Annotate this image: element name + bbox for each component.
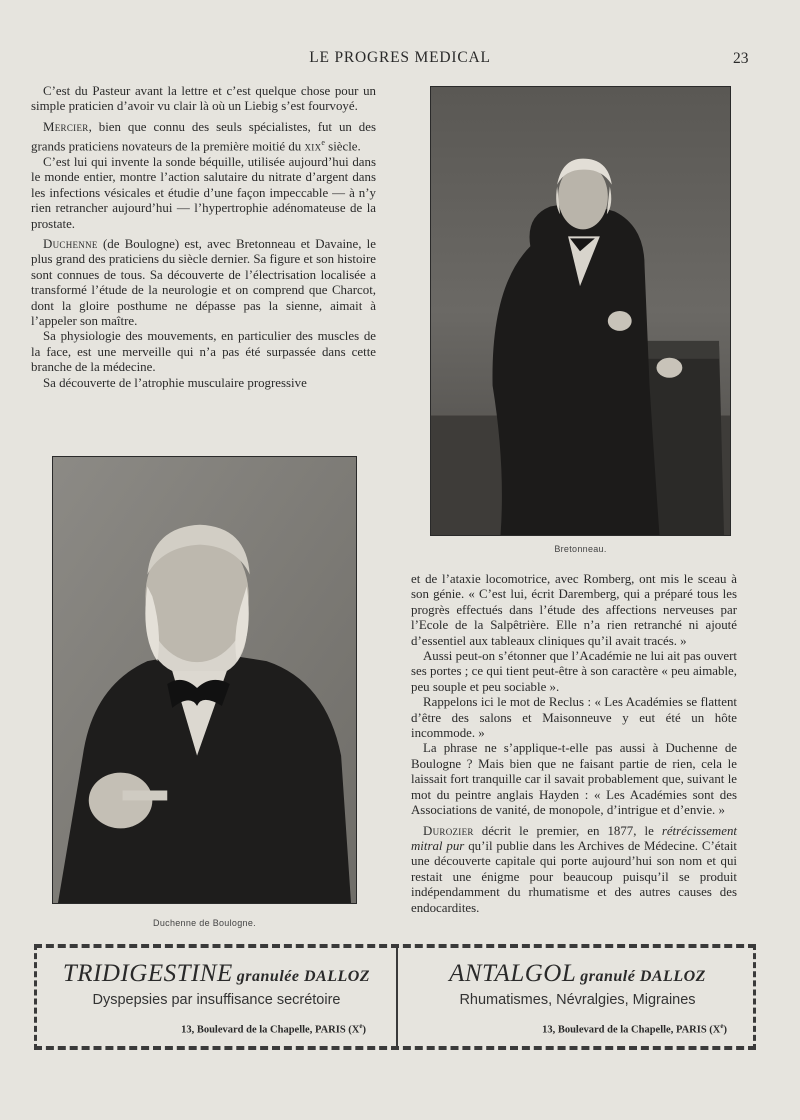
ad-tridigestine-subtitle: granulée DALLOZ [236,968,371,985]
century-suffix: e [321,138,325,148]
bretonneau-photo-drawing [431,87,730,535]
ad-tridigestine-title: TRIDIGESTINE [62,960,233,987]
advertisement-box [34,944,756,1050]
ad-tridigestine-address [181,1022,366,1036]
name-duchenne: Duchenne [43,236,98,251]
ad-antalgol-address-sup: e [720,1022,724,1030]
paragraph-durozier [411,824,737,916]
century-numeral: xix [304,139,322,154]
paragraph-durozier-text: décrit le premier, en 1877, le [473,823,662,838]
paragraph-mercier-end: siècle. [324,139,361,154]
paragraph-reclus: Rappelons ici le mot de Reclus : « Les Académies se flattent d’être des salons et Maisonneuve y eut été un hôte incommode. » [411,695,737,741]
paragraph-pasteur: C’est du Pasteur avant la lettre et c’est quelque chose pour un simple praticien d’avoir vu clair là où un Liebig s’est fourvoyé. [31,84,376,114]
ad-tridigestine-address-sup: e [359,1022,363,1030]
left-column-text [31,84,376,391]
name-mercier: Mercier [43,119,89,134]
bretonneau-portrait [430,86,731,536]
ad-antalgol-address [542,1022,727,1036]
ad-antalgol-address-close: ) [723,1024,727,1036]
paragraph-academie: Aussi peut-on s’étonner que l’Académie ne lui ait pas ouvert ses portes ; ce qui tient peut-être à son caractère « peu aimable, peu souple et peu sociable ». [411,649,737,694]
ad-tridigestine-address-close: ) [362,1024,366,1036]
ad-tridigestine-tagline: Dyspepsies par insuffisance secrétoire [92,992,341,1008]
ad-antalgol-tagline: Rhumatismes, Névralgies, Migraines [459,992,696,1008]
page-number: 23 [733,50,749,67]
paragraph-mercier [31,120,376,155]
paragraph-ataxie: et de l’ataxie locomotrice, avec Romberg, ont mis le sceau à son génie. « C’est lui, écrit Daremberg, qui a préparé tous les progrès effectués dans l’étude des affections nerveuses par l’Ecole de la Salpêtrière. Elle n’a rien retranché ni ajouté d’essentiel aux tableaux cliniques qu’il avait tracés. » [411,572,737,648]
duchenne-caption: Duchenne de Boulogne. [153,918,256,928]
ad-tridigestine-address-text: 13, Boulevard de la Chapelle, PARIS (X [181,1024,360,1036]
bretonneau-caption: Bretonneau. [554,544,607,554]
paragraph-sonde: C’est lui qui invente la sonde béquille, utilisée aujourd’hui dans le monde entier, montre l’action salutaire du nitrate d’argent dans les infections vésicales et étudie d’une façon impeccable — à n’y rien retrancher aujourd’hui — l’hypertrophie adénomateuse de la prostate. [31,154,376,231]
ad-antalgol-address-text: 13, Boulevard de la Chapelle, PARIS (X [542,1024,721,1036]
paragraph-duchenne-text: (de Boulogne) est, avec Bretonneau et Davaine, le plus grand des praticiens du siècle dernier. Sa figure et son histoire sont connues de tous. Sa découverte de l’électrisation localisée a transformé l’étude de la neurologie et on comprend que Charcot, dont la gloire posthume ne dépasse pas la sienne, aimait à l’appeler son maître. [31,236,376,328]
paragraph-durozier-end: qu’il publie dans les Archives de Médecine. C’était une découverte capitale qui porte aujourd’hui son nom et qui restait une énigme pour beaucoup puisqu’il se produit indépendamment du rhumatisme et des autres causes des endocardites. [411,838,737,915]
paragraph-mercier-text: , bien que connu des seuls spécialistes, fut un des grands praticiens novateurs de la première moitié du [31,119,376,154]
ad-antalgol-title: ANTALGOL [449,960,577,987]
name-durozier: Durozier [423,823,474,838]
paragraph-hayden: La phrase ne s’applique-t-elle pas aussi à Duchenne de Boulogne ? Mais bien que ne faisant partie de rien, cela le laissait fort tranquille car il savait probablement que, suivant le mot du peintre anglais Hayden : « Les Académies sont des Associations de vanité, de monopole, d’intrigue et d’envie. » [411,741,737,818]
ad-antalgol-subtitle: granulé DALLOZ [580,968,706,985]
paragraph-physiologie: Sa physiologie des mouvements, en particulier des muscles de la face, est une merveille qui n’a pas été surpassée dans cette branche de la médecine. [31,329,376,375]
duchenne-photo-drawing [53,457,356,903]
ad-antalgol [398,948,757,1046]
ad-tridigestine [37,948,396,1046]
paragraph-duchenne [31,237,376,329]
term-retrecissement: rétrécissement mitral pur [411,823,737,853]
duchenne-portrait [52,456,357,904]
ad-tridigestine-name [37,960,396,988]
paragraph-atrophie: Sa découverte de l’atrophie musculaire progressive [43,375,307,390]
running-title: LE PROGRES MEDICAL [309,49,491,66]
ad-antalgol-name [398,960,757,988]
right-column-text [411,572,737,916]
